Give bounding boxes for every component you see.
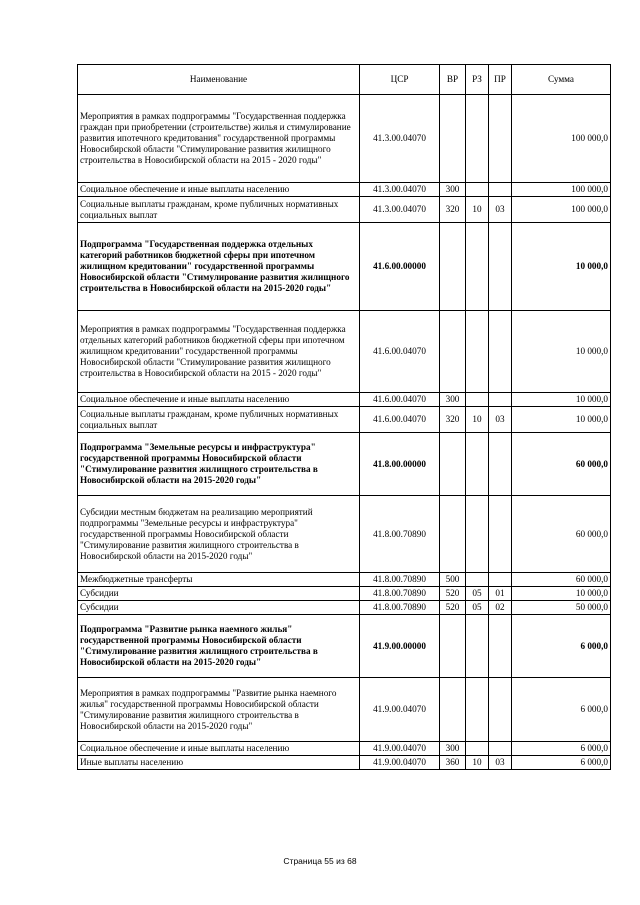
cell-name: Подпрограмма "Развитие рынка наемного жилья" государственной программы Новосибирской области "Стимулирование развития жилищного строительства в Новосибирской области на 2015-2020 годы" (78, 615, 360, 678)
cell-vr: 300 (440, 393, 466, 407)
page-number: Страница 55 из 68 (283, 856, 357, 866)
cell-pr: 03 (489, 197, 512, 223)
cell-rz (466, 433, 489, 496)
cell-sum: 10 000,0 (512, 407, 611, 433)
table-row (78, 95, 611, 183)
cell-sum: 10 000,0 (512, 393, 611, 407)
cell-rz (466, 311, 489, 393)
header-name: Наименование (78, 65, 360, 95)
table-header-row (78, 65, 611, 95)
cell-sum: 60 000,0 (512, 433, 611, 496)
cell-rz (466, 496, 489, 573)
table-row (78, 183, 611, 197)
table-row (78, 197, 611, 223)
cell-sum: 10 000,0 (512, 587, 611, 601)
cell-pr (489, 223, 512, 311)
cell-rz: 10 (466, 407, 489, 433)
budget-table (77, 64, 611, 770)
cell-sum: 50 000,0 (512, 601, 611, 615)
cell-csr: 41.6.00.04070 (360, 407, 440, 433)
cell-sum: 60 000,0 (512, 573, 611, 587)
header-pr: ПР (489, 65, 512, 95)
cell-vr (440, 496, 466, 573)
table-row (78, 756, 611, 770)
cell-pr (489, 183, 512, 197)
header-vr: ВР (440, 65, 466, 95)
cell-pr: 03 (489, 756, 512, 770)
cell-pr: 01 (489, 587, 512, 601)
cell-name: Межбюджетные трансферты (78, 573, 360, 587)
cell-vr (440, 615, 466, 678)
cell-csr: 41.9.00.04070 (360, 678, 440, 742)
cell-csr: 41.9.00.04070 (360, 742, 440, 756)
cell-csr: 41.9.00.00000 (360, 615, 440, 678)
cell-name: Субсидии местным бюджетам на реализацию мероприятий подпрограммы "Земельные ресурсы и инфраструктура" государственной программы Новосибирской области "Стимулирование развития жилищного строительства в Новосибирской области на 2015-2020 годы" (78, 496, 360, 573)
cell-rz: 10 (466, 756, 489, 770)
cell-vr (440, 311, 466, 393)
cell-name: Подпрограмма "Государственная поддержка отдельных категорий работников бюджетной сферы при ипотечном жилищном кредитовании" государственной программы Новосибирской области "Стимулирование развития жилищного строительства в Новосибирской области на 2015-2020 годы" (78, 223, 360, 311)
cell-rz (466, 95, 489, 183)
cell-rz (466, 678, 489, 742)
cell-csr: 41.3.00.04070 (360, 95, 440, 183)
cell-sum: 6 000,0 (512, 678, 611, 742)
cell-name: Субсидии (78, 601, 360, 615)
cell-rz (466, 615, 489, 678)
cell-name: Мероприятия в рамках подпрограммы "Государственная поддержка отдельных категорий работников бюджетной сферы при ипотечном жилищном кредитовании" государственной программы Новосибирской области "Стимулирование развития жилищного строительства в Новосибирской области на 2015 - 2020 годы" (78, 311, 360, 393)
cell-csr: 41.6.00.04070 (360, 311, 440, 393)
cell-rz (466, 573, 489, 587)
cell-vr (440, 223, 466, 311)
cell-rz (466, 393, 489, 407)
table-row (78, 678, 611, 742)
cell-rz (466, 183, 489, 197)
cell-csr: 41.6.00.00000 (360, 223, 440, 311)
cell-pr (489, 496, 512, 573)
cell-vr: 300 (440, 742, 466, 756)
cell-pr (489, 573, 512, 587)
cell-sum: 6 000,0 (512, 615, 611, 678)
cell-vr (440, 95, 466, 183)
header-csr: ЦСР (360, 65, 440, 95)
cell-pr (489, 742, 512, 756)
cell-pr: 02 (489, 601, 512, 615)
cell-vr: 500 (440, 573, 466, 587)
cell-vr: 320 (440, 197, 466, 223)
cell-name: Социальные выплаты гражданам, кроме публичных нормативных социальных выплат (78, 197, 360, 223)
table-row (78, 496, 611, 573)
cell-pr (489, 393, 512, 407)
cell-name: Мероприятия в рамках подпрограммы "Государственная поддержка граждан при приобретении (строительстве) жилья и стимулирование развития ипотечного кредитования" государственной программы Новосибирской области "Стимулирование развития жилищного строительства в Новосибирской области на 2015 - 2020 годы" (78, 95, 360, 183)
cell-rz (466, 742, 489, 756)
cell-sum: 100 000,0 (512, 95, 611, 183)
cell-sum: 100 000,0 (512, 197, 611, 223)
cell-name: Иные выплаты населению (78, 756, 360, 770)
table-row (78, 433, 611, 496)
cell-rz: 05 (466, 587, 489, 601)
table-row (78, 601, 611, 615)
cell-name: Социальное обеспечение и иные выплаты населению (78, 183, 360, 197)
cell-csr: 41.3.00.04070 (360, 197, 440, 223)
header-sum: Сумма (512, 65, 611, 95)
page-footer (0, 856, 640, 866)
table-row (78, 742, 611, 756)
cell-csr: 41.8.00.70890 (360, 587, 440, 601)
cell-rz: 05 (466, 601, 489, 615)
cell-name: Социальное обеспечение и иные выплаты населению (78, 742, 360, 756)
cell-csr: 41.6.00.04070 (360, 393, 440, 407)
cell-vr (440, 433, 466, 496)
cell-pr: 03 (489, 407, 512, 433)
cell-pr (489, 678, 512, 742)
cell-vr: 320 (440, 407, 466, 433)
cell-sum: 6 000,0 (512, 742, 611, 756)
cell-vr: 360 (440, 756, 466, 770)
cell-pr (489, 433, 512, 496)
cell-rz: 10 (466, 197, 489, 223)
cell-sum: 10 000,0 (512, 311, 611, 393)
cell-vr: 520 (440, 601, 466, 615)
cell-sum: 6 000,0 (512, 756, 611, 770)
table-row (78, 587, 611, 601)
cell-vr: 300 (440, 183, 466, 197)
cell-csr: 41.8.00.00000 (360, 433, 440, 496)
cell-name: Социальные выплаты гражданам, кроме публичных нормативных социальных выплат (78, 407, 360, 433)
cell-name: Субсидии (78, 587, 360, 601)
cell-pr (489, 95, 512, 183)
cell-csr: 41.3.00.04070 (360, 183, 440, 197)
header-rz: РЗ (466, 65, 489, 95)
cell-vr: 520 (440, 587, 466, 601)
cell-sum: 60 000,0 (512, 496, 611, 573)
cell-rz (466, 223, 489, 311)
table-row (78, 393, 611, 407)
table-row (78, 407, 611, 433)
table-row (78, 223, 611, 311)
cell-csr: 41.8.00.70890 (360, 573, 440, 587)
table-row (78, 573, 611, 587)
cell-name: Социальное обеспечение и иные выплаты населению (78, 393, 360, 407)
cell-name: Подпрограмма "Земельные ресурсы и инфраструктура" государственной программы Новосибирской области "Стимулирование развития жилищного строительства в Новосибирской области на 2015-2020 годы" (78, 433, 360, 496)
cell-csr: 41.9.00.04070 (360, 756, 440, 770)
cell-sum: 100 000,0 (512, 183, 611, 197)
cell-vr (440, 678, 466, 742)
cell-sum: 10 000,0 (512, 223, 611, 311)
cell-pr (489, 311, 512, 393)
cell-csr: 41.8.00.70890 (360, 496, 440, 573)
table-row (78, 311, 611, 393)
cell-csr: 41.8.00.70890 (360, 601, 440, 615)
table-row (78, 615, 611, 678)
cell-name: Мероприятия в рамках подпрограммы "Развитие рынка наемного жилья" государственной программы Новосибирской области "Стимулирование развития жилищного строительства в Новосибирской области на 2015-2020 годы" (78, 678, 360, 742)
cell-pr (489, 615, 512, 678)
